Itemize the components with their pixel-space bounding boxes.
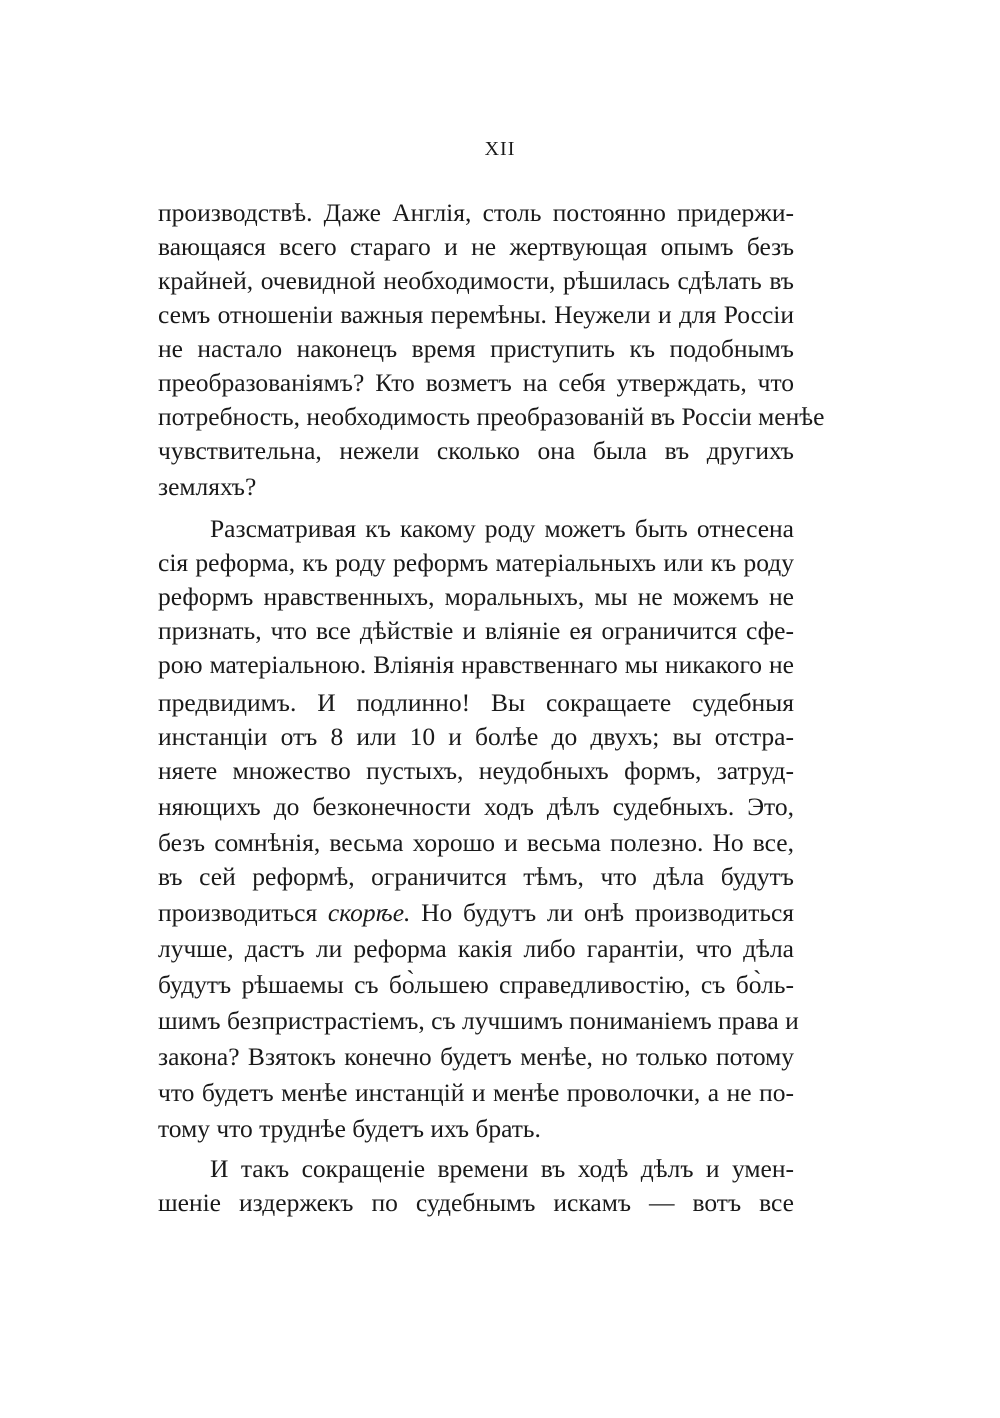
text-line: признать, что все дѣйствіе и вліяніе ея ограничится сфе- [158,616,794,645]
text-line: И такъ сокращеніе времени въ ходѣ дѣлъ и умен- [210,1154,794,1183]
text-line: не настало наконецъ время приступить къ подобнымъ [158,334,794,363]
text-line: что будетъ менѣе инстанцій и менѣе проволочки, а не по- [158,1078,794,1107]
emphasis-text: скорѣе. [327,898,411,927]
text-line: Разсматривая къ какому роду можетъ быть отнесена [210,514,794,543]
text-line: инстанціи отъ 8 или 10 и болѣе до двухъ; вы отстра- [158,722,794,751]
text-line: преобразованіямъ? Кто возметъ на себя утверждать, что [158,368,794,397]
text-line: производствѣ. Даже Англія, столь постоянно придержи- [158,198,794,227]
text-run: производиться [158,898,318,927]
text-line: потребность, необходимость преобразованій въ Россіи менѣе [158,402,825,431]
text-line: рою матеріальною. Вліянія нравственнаго мы никакого не [158,650,794,679]
text-line: семъ отношеніи важныя перемѣны. Неужели и для Россіи [158,300,794,329]
text-line: въ сей реформѣ, ограничится тѣмъ, что дѣла будутъ [158,862,794,891]
text-line: безъ сомнѣнія, весьма хорошо и весьма полезно. Но все, [158,828,794,857]
text-line: чувствительна, нежели сколько она была въ другихъ [158,436,794,465]
text-line: шимъ безпристрастіемъ, съ лучшимъ пониманіемъ права и [158,1006,799,1035]
text-line: земляхъ? [158,472,257,501]
text-line: тому что труднѣе будетъ ихъ брать. [158,1114,541,1143]
text-run: Но будутъ ли онѣ производиться [421,898,795,927]
text-line: шеніе издержекъ по судебнымъ искамъ — вотъ все [158,1188,794,1217]
text-line: сія реформа, къ роду реформъ матеріальныхъ или къ роду [158,548,794,577]
text-line: няете множество пустыхъ, неудобныхъ формъ, затруд- [158,756,794,785]
text-line: няющихъ до безконечности ходъ дѣлъ судебныхъ. Это, [158,792,794,821]
text-line: вающаяся всего стараго и не жертвующая опымъ безъ [158,232,794,261]
text-line [158,898,794,928]
text-line: лучше, дастъ ли реформа какія либо гарантіи, что дѣла [158,934,794,963]
text-line: закона? Взятокъ конечно будетъ менѣе, но только потому [158,1042,794,1071]
page-number: XII [484,138,516,160]
text-line: предвидимъ. И подлинно! Вы сокращаете судебныя [158,688,794,717]
text-line: реформъ нравственныхъ, моральныхъ, мы не можемъ не [158,582,794,611]
text-line: крайней, очевидной необходимости, рѣшилась сдѣлать въ [158,266,794,295]
text-line: будутъ рѣшаемы съ бо̀льшею справедливостію, съ бо̀ль- [158,970,794,999]
